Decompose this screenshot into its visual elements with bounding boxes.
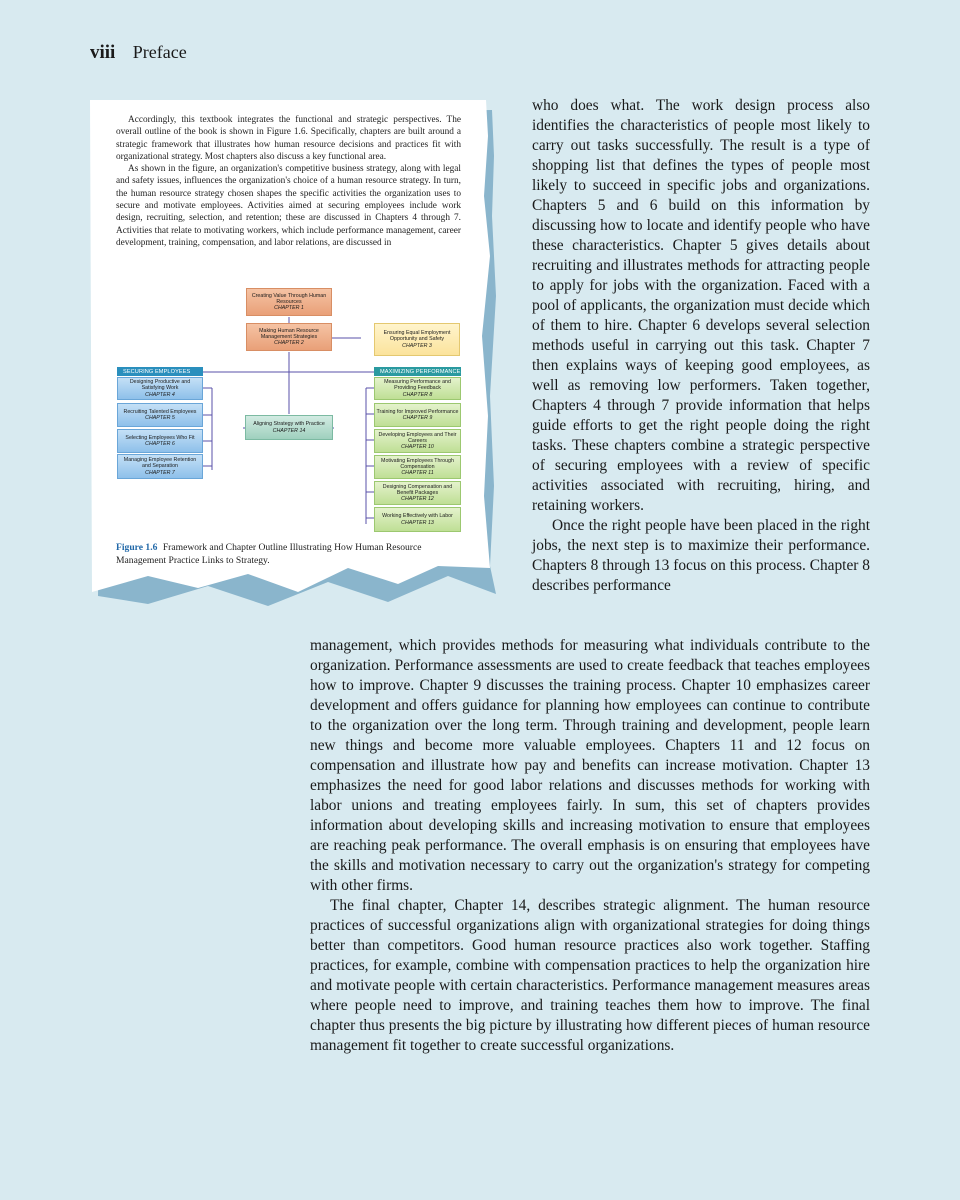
header-securing-employees: SECURING EMPLOYEES — [117, 367, 203, 376]
box-chapter-12: Designing Compensation and Benefit Packages CHAPTER 12 — [374, 481, 461, 505]
box-chapter-6: Selecting Employees Who Fit CHAPTER 6 — [117, 429, 203, 453]
box-chapter-3: Ensuring Equal Employment Opportunity and Safety CHAPTER 3 — [374, 323, 460, 356]
box-chapter-9: Training for Improved Performance CHAPTER 9 — [374, 403, 461, 427]
body-paragraph-2-start: Once the right people have been placed in the right jobs, the next step is to maximize their performance. Chapters 8 through 13 focus on this process. Chapter 8 describes performance — [532, 517, 870, 594]
figure-caption-text: Framework and Chapter Outline Illustrating How Human Resource Management Practice Links to Strategy. — [116, 542, 422, 566]
running-header — [90, 42, 187, 64]
box-chapter-2: Making Human Resource Management Strategies CHAPTER 2 — [246, 323, 332, 351]
box-chapter-8: Measuring Performance and Providing Feedback CHAPTER 8 — [374, 377, 461, 400]
body-paragraph-1: who does what. The work design process also identifies the characteristics of people most likely to carry out tasks successfully. The result is a type of shopping list that defines the types of people most likely to succeed in specific jobs and organizations. Chapters 5 and 6 build on this information by discussing how to locate and identify people who have these characteristics. Chapter 5 gives details about recruiting and illustrates methods for attracting people to apply for jobs with the organization. Faced with a pool of applicants, the organization must decide which of them to hire. Chapter 6 develops several selection methods useful in carrying out this task. Chapter 7 then explains ways of keeping good employees, as well as removing low performers. Taken together, Chapters 4 through 7 provide information that helps guide efforts to get the right people doing the right tasks. These chapters combine a strategic perspective of securing employees with a review of specific activities associated with recruiting, hiring, and retaining workers. — [532, 97, 870, 514]
box-chapter-1: Creating Value Through Human Resources CHAPTER 1 — [246, 288, 332, 316]
box-chapter-11: Motivating Employees Through Compensation CHAPTER 11 — [374, 455, 461, 479]
box-chapter-7: Managing Employee Retention and Separation CHAPTER 7 — [117, 454, 203, 479]
excerpt-panel — [88, 96, 500, 612]
box-chapter-5: Recruiting Talented Employees CHAPTER 5 — [117, 403, 203, 427]
body-column-narrow — [532, 96, 870, 596]
box-chapter-14: Aligning Strategy with Practice CHAPTER 14 — [245, 415, 333, 440]
header-maximizing-performance: MAXIMIZING PERFORMANCE — [374, 367, 461, 376]
body-column-wide — [310, 636, 870, 1056]
body-paragraph-2-cont: management, which provides methods for measuring what individuals contribute to the organization. Performance assessments are used to create feedback that teaches employees how to improve. Chapter 9 discusses the training process. Chapter 10 emphasizes career development and offers guidance for planning how employees can continue to contribute to the organization over the long term. Through training and development, people learn new things and become more valuable employees. Chapters 11 and 12 focus on compensation and illustrate how pay and benefits can increase motivation. Chapter 13 emphasizes the need for good labor relations and discusses methods for working with labor unions and treating employees fairly. In sum, this set of chapters provides information about developing skills and increasing motivation to ensure that employees are reaching peak performance. The overall emphasis is on ensuring that employees have the skills and motivation necessary to carry out the organization's strategy for competing with other firms. — [310, 637, 870, 894]
page-number: viii — [90, 42, 116, 63]
figure-label: Figure 1.6 — [116, 542, 158, 553]
box-chapter-13: Working Effectively with Labor CHAPTER 13 — [374, 507, 461, 532]
excerpt-paragraph-2: As shown in the figure, an organization's competitive business strategy, along with legal and safety issues, influences the organization's choice of a human resource strategy. In turn, the human resource strategy chosen shapes the specific activities the organization uses to secure and motivate employees. Activities aimed at securing employees include work design, recruiting, selection, and retention; these are discussed in Chapters 4 through 7. Activities that relate to motivating workers, which include performance management, career development, training, compensation, and labor relations, are discussed in — [116, 164, 461, 248]
figure-diagram — [116, 288, 462, 534]
excerpt-paragraph-1: Accordingly, this textbook integrates the functional and strategic perspectives. The overall outline of the book is shown in Figure 1.6. Specifically, chapters are built around a strategic framework that illustrates how human resource decisions and practices fit with organizational strategy. Most chapters also discuss a key functional area. — [116, 115, 461, 162]
excerpt-text — [116, 114, 461, 249]
section-title: Preface — [132, 42, 187, 62]
box-chapter-4: Designing Productive and Satisfying Work CHAPTER 4 — [117, 377, 203, 400]
body-paragraph-3: The final chapter, Chapter 14, describes strategic alignment. The human resource practices of successful organizations align with organizational strategies for doing things better than competitors. Good human resource practices also work together. Staffing practices, for example, combine with compensation practices to help the organization hire and motivate people with certain characteristics. Performance management measures areas where people need to improve, and training teaches them how to improve. The final chapter thus presents the big picture by illustrating how different pieces of human resource management fit together to create successful organizations. — [310, 897, 870, 1054]
box-chapter-10: Developing Employees and Their Careers CHAPTER 10 — [374, 429, 461, 453]
figure-caption — [116, 542, 456, 568]
